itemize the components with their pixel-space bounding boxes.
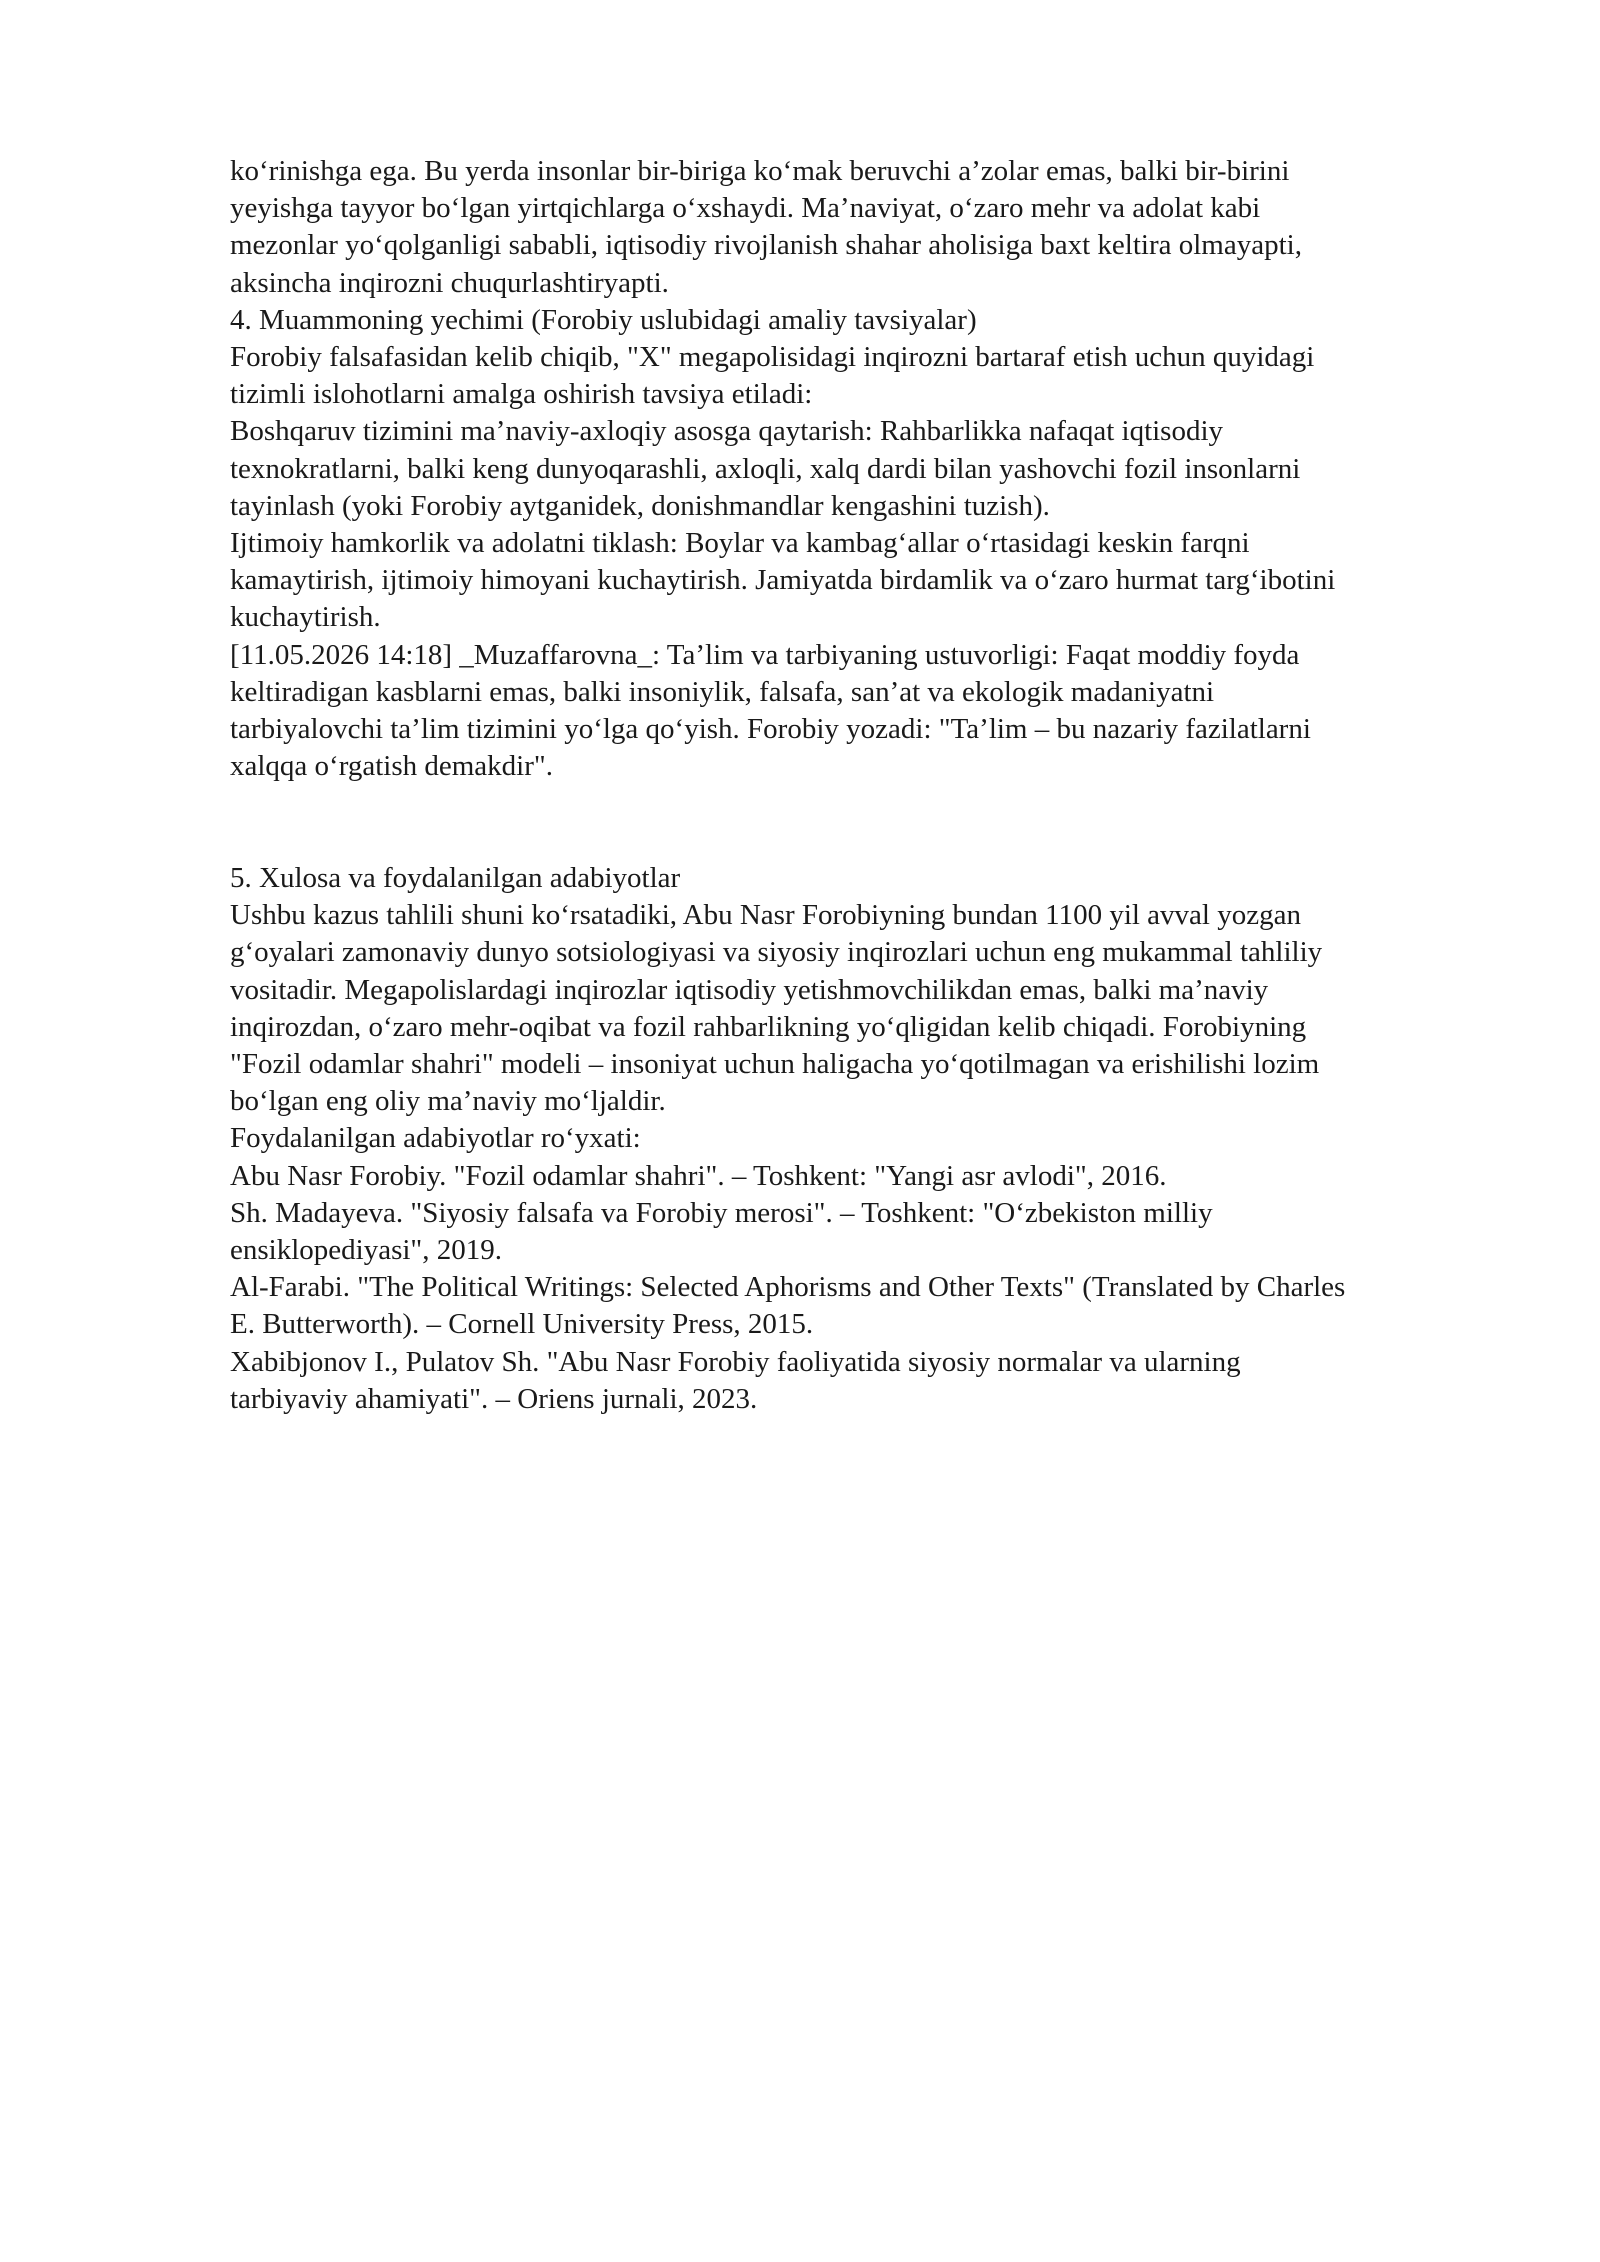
paragraph-education: [11.05.2026 14:18] _Muzaffarovna_: Ta’lim va tarbiyaning ustuvorligi: Faqat moddiy foyda keltiradigan kasblarni emas, balki insoniylik, falsafa, san’at va ekologik madaniyatni tarbiyalovchi ta’lim tizimini yo‘lga qo‘yish. Forobiy yozadi: "Ta’lim – bu nazariy fazilatlarni xalqqa o‘rgatish demakdir". — [230, 638, 1311, 783]
paragraph-governance: Boshqaruv tizimini ma’naviy-axloqiy asosga qaytarish: Rahbarlikka nafaqat iqtisodiy texnokratlarni, balki keng dunyoqarashli, axloqli, xalq dardi bilan yashovchi fozil insonlarni tayinlash (yoki Forobiy aytganidek, donishmandlar kengashini tuzish). — [230, 415, 1301, 522]
paragraph-reforms-intro: Forobiy falsafasidan kelib chiqib, "X" megapolisidagi inqirozni bartaraf etish uchun quyidagi tizimli islohotlarni amalga oshirish tavsiya etiladi: — [230, 341, 1315, 411]
reference-item: Al-Farabi. "The Political Writings: Selected Aphorisms and Other Texts" (Translated by Charles E. Butterworth). – Cornell University Press, 2015. — [230, 1271, 1346, 1341]
section-body-lower — [230, 860, 1500, 1418]
heading-references: Foydalanilgan adabiyotlar ro‘yxati: — [230, 1122, 641, 1155]
paragraph-crisis-description: ko‘rinishga ega. Bu yerda insonlar bir-biriga ko‘mak beruvchi a’zolar emas, balki bir-birini yeyishga tayyor bo‘lgan yirtqichlarga o‘xshaydi. Ma’naviyat, o‘zaro mehr va adolat kabi mezonlar yo‘qolganligi sababli, iqtisodiy rivojlanish shahar aholisiga baxt keltira olmayapti, aksincha inqirozni chuqurlashtiryapti. — [230, 155, 1302, 299]
section-body-upper — [230, 153, 1500, 785]
paragraph-conclusion: Ushbu kazus tahlili shuni ko‘rsatadiki, Abu Nasr Forobiyning bundan 1100 yil avval yozgan g‘oyalari zamonaviy dunyo sotsiologiyasi va siyosiy inqirozlari uchun eng mukammal tahliliy vositadir. Megapolislardagi inqirozlar iqtisodiy yetishmovchilikdan emas, balki ma’naviy inqirozdan, o‘zaro mehr-oqibat va fozil rahbarlikning yo‘qligidan kelib chiqadi. Forobiyning "Fozil odamlar shahri" modeli – insoniyat uchun haligacha yo‘qotilmagan va erishilishi lozim bo‘lgan eng oliy ma’naviy mo‘ljaldir. — [230, 899, 1323, 1118]
reference-item: Xabibjonov I., Pulatov Sh. "Abu Nasr Forobiy faoliyatida siyosiy normalar va ularning tarbiyaviy ahamiyati". – Oriens jurnali, 2023. — [230, 1345, 1241, 1415]
reference-item: Abu Nasr Forobiy. "Fozil odamlar shahri". – Toshkent: "Yangi asr avlodi", 2016. — [230, 1159, 1167, 1192]
reference-item: Sh. Madayeva. "Siyosiy falsafa va Forobiy merosi". – Toshkent: "O‘zbekiston milliy ensiklopediyasi", 2019. — [230, 1196, 1213, 1267]
heading-conclusion: 5. Xulosa va foydalanilgan adabiyotlar — [230, 862, 681, 894]
paragraph-social-justice: Ijtimoiy hamkorlik va adolatni tiklash: Boylar va kambag‘allar o‘rtasidagi keskin farqni kamaytirish, ijtimoiy himoyani kuchaytirish. Jamiyatda birdamlik va o‘zaro hurmat targ‘ibotini kuchaytirish. — [230, 527, 1336, 634]
heading-solution: 4. Muammoning yechimi (Forobiy uslubidagi amaliy tavsiyalar) — [230, 303, 977, 336]
